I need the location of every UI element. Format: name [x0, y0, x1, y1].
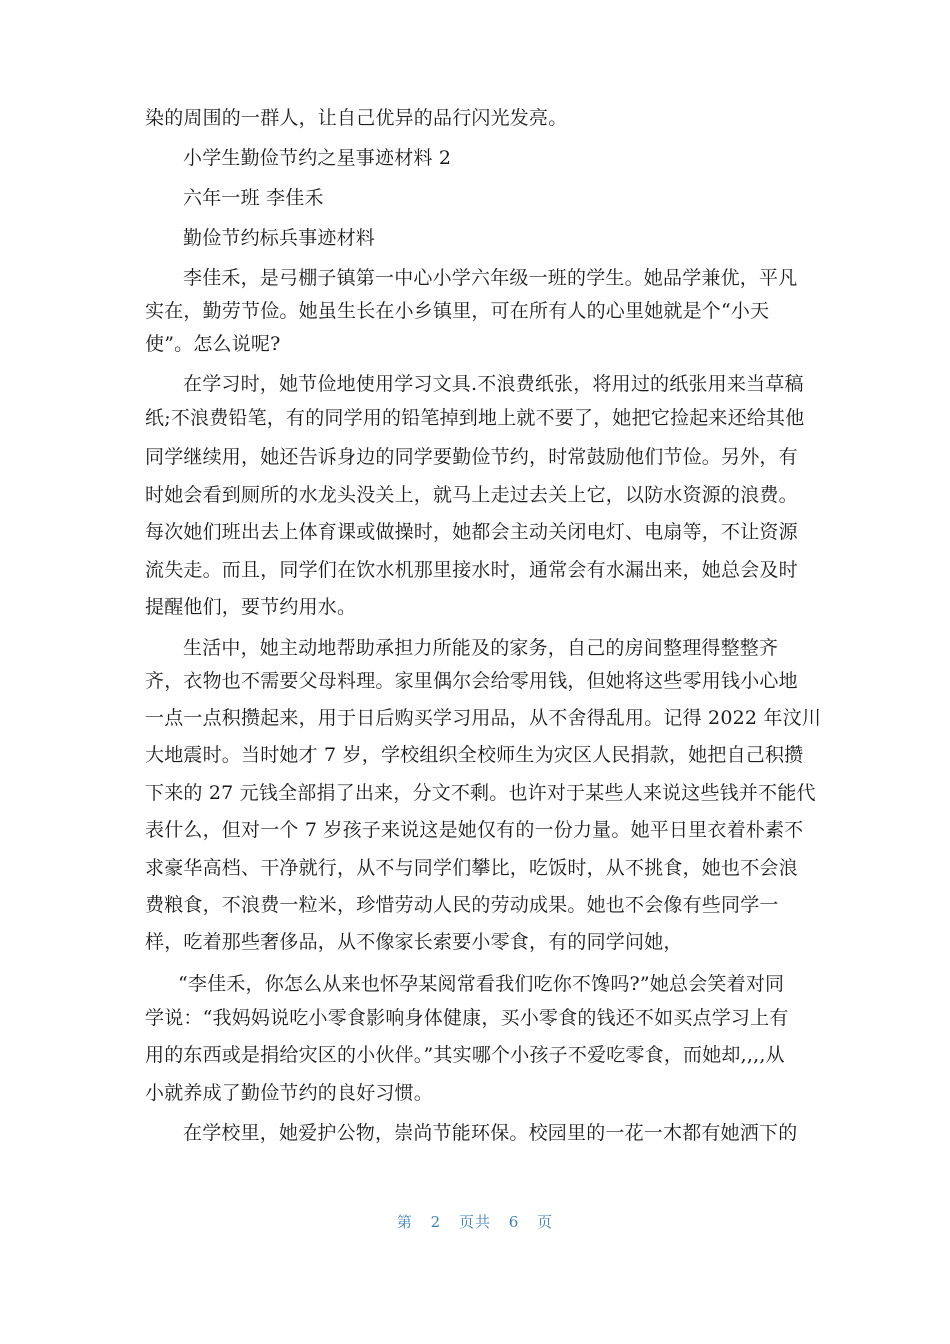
footer-suffix: 页: [537, 1213, 554, 1231]
footer-middle: 页共: [458, 1213, 491, 1231]
text-line: 下来的 27 元钱全部捐了出来，分文不剩。也许对于某些人来说这些钱并不能代: [145, 782, 816, 804]
text-line: 纸;不浪费铅笔，有的同学用的铅笔掉到地上就不要了，她把它捡起来还给其他: [145, 407, 805, 429]
text-line: 大地震时。当时她才 7 岁，学校组织全校师生为灾区人民捐款，她把自己积攒: [145, 744, 804, 766]
text-line: 齐，衣物也不需要父母料理。家里偶尔会给零用钱，但她将这些零用钱小心地: [145, 670, 798, 692]
text-line: 在学校里，她爱护公物，崇尚节能环保。校园里的一花一木都有她洒下的: [183, 1122, 798, 1144]
total-pages-number: 6: [508, 1213, 520, 1231]
text-line: 费粮食，不浪费一粒米，珍惜劳动人民的劳动成果。她也不会像有些同学一: [145, 894, 779, 916]
text-line: 流失走。而且，同学们在饮水机那里接水时，通常会有水漏出来，她总会及时: [145, 559, 798, 581]
text-line: 每次她们班出去上体育课或做操时，她都会主动关闭电灯、电扇等，不让资源: [145, 521, 798, 543]
text-line: 提醒他们，要节约用水。: [145, 596, 357, 618]
subtitle: 勤俭节约标兵事迹材料: [183, 227, 376, 249]
footer-prefix: 第: [396, 1213, 413, 1231]
text-line: 使”。怎么说呢?: [145, 333, 281, 355]
text-line: “李佳禾，你怎么从来也怀孕某阅常看我们吃你不馋吗?”她总会笑着对同: [178, 973, 785, 995]
text-line: 求豪华高档、干净就行，从不与同学们攀比，吃饭时，从不挑食，她也不会浪: [145, 857, 798, 879]
text-line: 样，吃着那些奢侈品，从不像家长索要小零食，有的同学问她，: [145, 931, 683, 953]
page-footer: [0, 1212, 950, 1232]
text-line: 染的周围的一群人，让自己优异的品行闪光发亮。: [145, 107, 568, 129]
text-line: 时她会看到厕所的水龙头没关上，就马上走过去关上它，以防水资源的浪费。: [145, 484, 798, 506]
text-line: 学说：“我妈妈说吃小零食影响身体健康，买小零食的钱还不如买点学习上有: [145, 1007, 789, 1029]
text-line: 用的东西或是捐给灾区的小伙伴。”其实哪个小孩子不爱吃零食，而她却,,,,从: [145, 1044, 785, 1066]
text-line: 在学习时，她节俭地使用学习文具.不浪费纸张，将用过的纸张用来当草稿: [183, 373, 804, 395]
current-page-number: 2: [430, 1213, 442, 1231]
text-line: 生活中，她主动地帮助承担力所能及的家务，自己的房间整理得整整齐: [183, 637, 779, 659]
text-line: 表什么，但对一个 7 岁孩子来说这是她仅有的一份力量。她平日里衣着朴素不: [145, 819, 804, 841]
section-title: 小学生勤俭节约之星事迹材料 2: [183, 147, 452, 169]
class-author-line: 六年一班 李佳禾: [183, 187, 324, 209]
text-line: 实在，勤劳节俭。她虽生长在小乡镇里，可在所有人的心里她就是个“小天: [145, 300, 770, 322]
text-line: 小就养成了勤俭节约的良好习惯。: [145, 1082, 434, 1104]
text-line: 一点一点积攒起来，用于日后购买学习用品，从不舍得乱用。记得 2022 年汶川: [145, 707, 822, 729]
text-line: 同学继续用，她还告诉身边的同学要勤俭节约，时常鼓励他们节俭。另外，有: [145, 446, 798, 468]
text-line: 李佳禾，是弓棚子镇第一中心小学六年级一班的学生。她品学兼优，平凡: [183, 267, 798, 289]
